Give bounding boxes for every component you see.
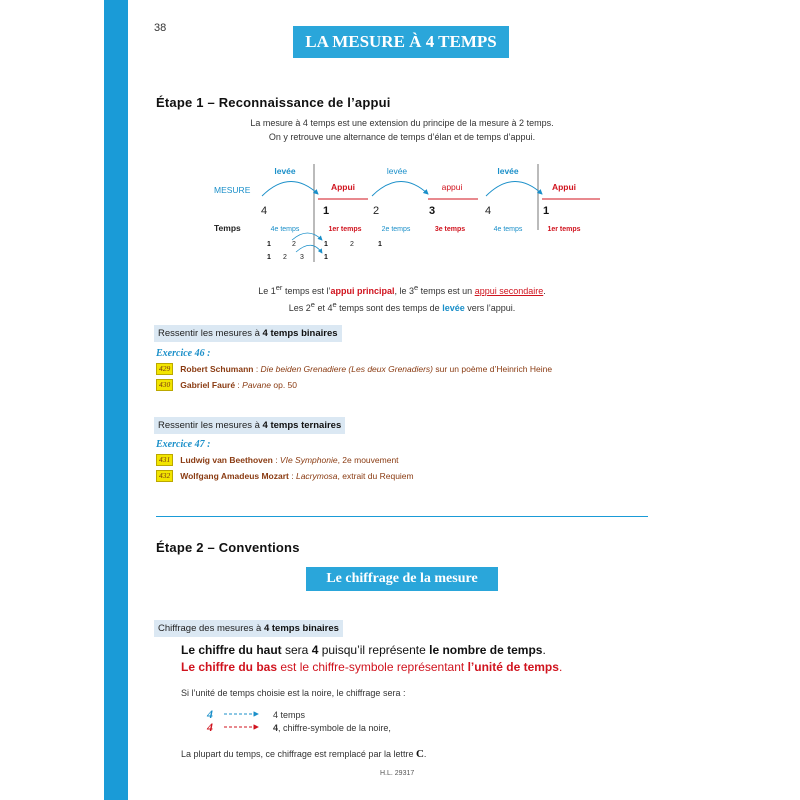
- rest: , 2e mouvement: [337, 455, 399, 465]
- sep: :: [235, 380, 243, 390]
- beat-number-5: 4: [484, 205, 492, 217]
- bottom-bold: 4: [273, 723, 279, 733]
- appui-secondaire: appui secondaire: [474, 286, 544, 296]
- top-label-3: levée: [386, 166, 408, 176]
- ternaires-label: [154, 417, 345, 434]
- temps-name-2: 1er temps: [328, 226, 362, 233]
- track-number[interactable]: 431: [156, 454, 173, 466]
- bottom-text: , chiffre-symbole de la noire,: [278, 723, 391, 733]
- step1-intro: [200, 116, 604, 144]
- rule-bottom: [181, 660, 562, 674]
- rest: op. 50: [271, 380, 297, 390]
- temps-name-4: 3e temps: [434, 226, 466, 233]
- sub2-1: 1: [267, 254, 271, 261]
- s2c: temps sont des temps de: [336, 303, 443, 313]
- beat-number-3: 2: [372, 205, 380, 217]
- s1g: .: [543, 286, 546, 296]
- r2b: est le chiffre-symbole représentant: [277, 660, 468, 674]
- composer: Gabriel Fauré: [180, 380, 236, 390]
- top-digit: 4: [207, 707, 213, 721]
- exercise-item: [156, 454, 399, 466]
- s2sup2: e: [332, 300, 337, 309]
- leve-arc-2: [372, 181, 428, 196]
- temps-name-1: 4e temps: [270, 226, 300, 233]
- s1d: , le 3: [394, 286, 414, 296]
- r1c: 4: [311, 643, 319, 657]
- temps-name-6: 1er temps: [547, 226, 581, 233]
- s1sup2: e: [413, 283, 419, 292]
- track-number[interactable]: 430: [156, 379, 173, 391]
- footer-code: H.L. 29317: [380, 770, 415, 777]
- exercise-item: [156, 470, 414, 482]
- ternaires-prefix: Ressentir les mesures à: [158, 420, 263, 431]
- top-label-6: Appui: [551, 182, 577, 192]
- r1e: le nombre de temps: [429, 643, 543, 657]
- composer: Ludwig van Beethoven: [180, 455, 273, 465]
- levee-word: levée: [442, 303, 465, 313]
- s1b: temps est l’: [282, 286, 331, 296]
- r2d: .: [558, 660, 563, 674]
- chiffrage-prefix: Chiffrage des mesures à: [158, 623, 264, 634]
- top-label-5: levée: [497, 166, 519, 176]
- beat-number-2: 1: [322, 205, 330, 217]
- step1-heading: Étape 1 – Reconnaissance de l’appui: [156, 95, 391, 110]
- r1b: sera: [281, 643, 312, 657]
- sub2-2: 2: [283, 254, 287, 261]
- track-number[interactable]: 429: [156, 363, 173, 375]
- summary-line-2: [200, 298, 604, 315]
- top-digit-meaning: 4 temps: [273, 710, 306, 720]
- sep: :: [272, 455, 280, 465]
- summary-line-1: [200, 281, 604, 298]
- exercise-46-title: Exercice 46 :: [156, 348, 211, 359]
- sub1-4: 2: [350, 241, 354, 248]
- binaires-label: [154, 325, 342, 342]
- r2a: Le chiffre du bas: [181, 660, 278, 674]
- rest: , extrait du Requiem: [337, 471, 414, 481]
- s1e: temps est un: [418, 286, 475, 296]
- closing-text: La plupart du temps, ce chiffrage est remplacé par la lettre: [181, 749, 416, 759]
- page-title: LA MESURE À 4 TEMPS: [293, 26, 509, 58]
- composer: Robert Schumann: [180, 364, 254, 374]
- intro-line-2: On y retrouve une alternance de temps d’élan et de temps d’appui.: [268, 132, 536, 142]
- sub1-1: 1: [267, 241, 271, 248]
- page-number: 38: [154, 22, 167, 34]
- beat-number-1: 4: [260, 205, 268, 217]
- leve-arc-3: [486, 181, 542, 196]
- beat-number-6: 1: [542, 205, 550, 217]
- work: Pavane: [242, 380, 271, 390]
- chiffrage-bold: 4 temps binaires: [263, 623, 339, 634]
- top-label-1: levée: [274, 166, 296, 176]
- s2a: Les 2: [288, 303, 311, 313]
- exercise-item: [156, 379, 297, 391]
- s2sup: e: [310, 300, 315, 309]
- sub2-4: 1: [324, 254, 328, 261]
- temps-label: Temps: [214, 223, 241, 233]
- mesure-label: MESURE: [214, 185, 251, 195]
- ternaires-bold: 4 temps ternaires: [262, 420, 342, 431]
- sub1-2: 2: [292, 241, 296, 248]
- binaires-bold: 4 temps binaires: [262, 328, 338, 339]
- summary-paragraph: [200, 281, 604, 315]
- s2e: vers l’appui.: [464, 303, 516, 313]
- chiffrage-label: [154, 620, 343, 637]
- sub2-3: 3: [300, 254, 304, 261]
- sub1-3: 1: [324, 241, 328, 248]
- r2c: l’unité de temps: [467, 660, 559, 674]
- section-divider: [156, 516, 648, 517]
- work: Die beiden Grenadiere (Les deux Grenadiers): [260, 364, 434, 374]
- bottom-digit: 4: [207, 720, 213, 734]
- rule-top: [181, 643, 546, 657]
- step2-heading: Étape 2 – Conventions: [156, 540, 300, 555]
- intro-line-1: La mesure à 4 temps est une extension du principe de la mesure à 2 temps.: [250, 118, 554, 128]
- work: VIe Symphonie: [279, 455, 338, 465]
- exercise-item: [156, 363, 552, 375]
- s2b: et 4: [314, 303, 333, 313]
- temps-name-3: 2e temps: [381, 226, 411, 233]
- leve-arc-1: [262, 181, 318, 196]
- sub-arc-1: [292, 233, 322, 240]
- example-intro: Si l’unité de temps choisie est la noire, le chiffrage sera :: [181, 688, 406, 698]
- rest: sur un poème d’Heinrich Heine: [433, 364, 553, 374]
- s1sup: er: [275, 283, 283, 292]
- sub1-5: 1: [378, 241, 382, 248]
- left-color-band: [104, 0, 128, 800]
- closing-end: .: [423, 749, 427, 759]
- exercise-47-title: Exercice 47 :: [156, 439, 211, 450]
- r1d: puisqu’il représente: [318, 643, 430, 657]
- composer: Wolfgang Amadeus Mozart: [180, 471, 289, 481]
- s1a: Le 1: [258, 286, 276, 296]
- binaires-prefix: Ressentir les mesures à: [158, 328, 263, 339]
- work: Lacrymosa: [295, 471, 338, 481]
- track-number[interactable]: 432: [156, 470, 173, 482]
- sep: :: [253, 364, 261, 374]
- r1a: Le chiffre du haut: [181, 643, 282, 657]
- common-time-symbol: C: [415, 748, 424, 760]
- sub-arc-2: [296, 245, 322, 253]
- r1f: .: [542, 643, 546, 657]
- subtitle-box: Le chiffrage de la mesure: [306, 567, 498, 591]
- beat-number-4: 3: [428, 205, 436, 217]
- top-label-2: Appui: [330, 182, 356, 192]
- sep: :: [288, 471, 296, 481]
- closing-line: [181, 748, 426, 760]
- top-label-4: appui: [441, 182, 463, 192]
- temps-name-5: 4e temps: [493, 226, 523, 233]
- appui-principal: appui principal: [330, 286, 395, 296]
- bottom-digit-meaning: [273, 723, 391, 733]
